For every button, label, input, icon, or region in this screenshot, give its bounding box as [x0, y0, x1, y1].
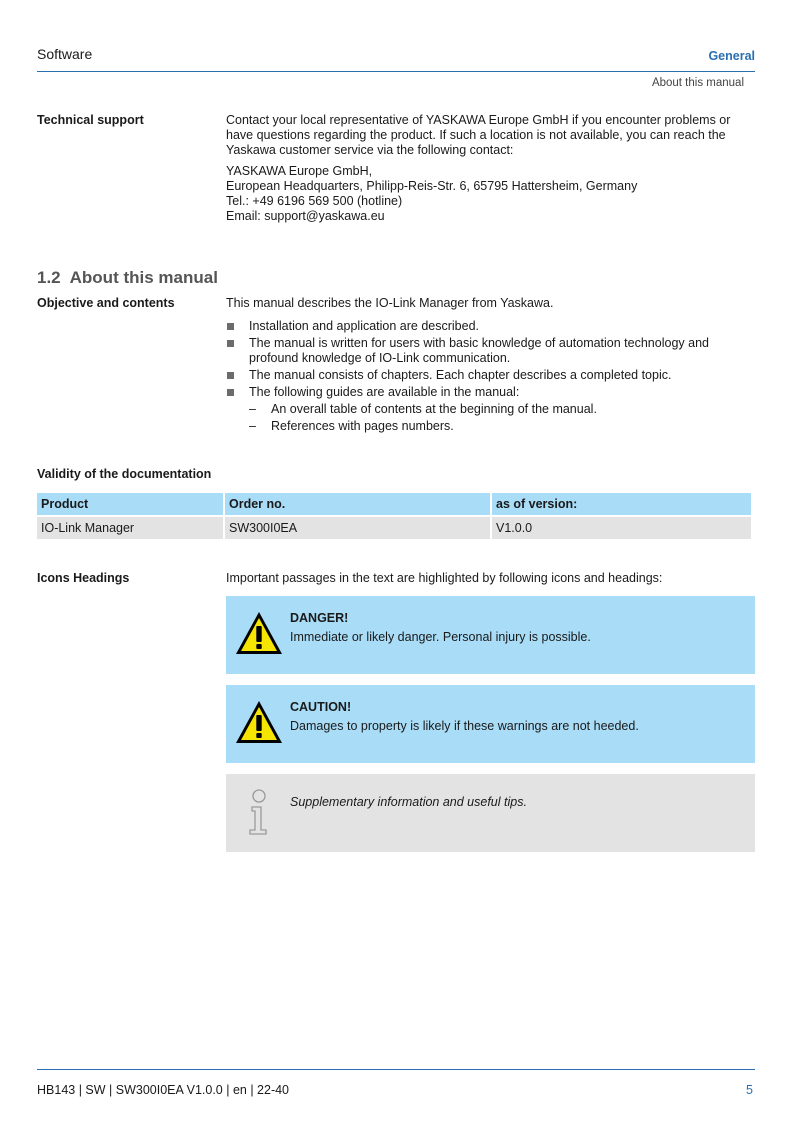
- address-line: Tel.: +49 6196 569 500 (hotline): [226, 194, 403, 208]
- contact-address: [226, 164, 753, 224]
- technical-support-label: Technical support: [37, 113, 144, 127]
- info-notice: [226, 774, 755, 852]
- warning-triangle-icon: [234, 699, 284, 749]
- icons-label: Icons Headings: [37, 571, 130, 585]
- list-item: The manual is written for users with basic knowledge of automation technology and profound knowledge of IO-Link communication.: [226, 336, 753, 366]
- footer-document-id: HB143 | SW | SW300I0EA V1.0.0 | en | 22-40: [37, 1083, 290, 1097]
- header-rule: [37, 71, 755, 72]
- caution-title: CAUTION!: [290, 700, 352, 714]
- warning-triangle-icon: [234, 610, 284, 660]
- validity-label: Validity of the documentation: [37, 467, 212, 481]
- header-chapter: Software: [37, 46, 93, 62]
- list-item: [226, 385, 753, 434]
- page-number: 5: [746, 1083, 753, 1097]
- technical-support-paragraph: Contact your local representative of YASKAWA Europe GmbH if you encounter problems or have questions regarding the product. If such a location is not available, you can reach the Yaskawa customer service via the following contact:: [226, 113, 731, 157]
- header-section: General: [708, 49, 755, 63]
- column-header-product: Product: [37, 493, 223, 515]
- sub-list-item: – An overall table of contents at the beginning of the manual.: [249, 402, 753, 417]
- table-cell-version: V1.0.0: [492, 517, 751, 539]
- footer-rule: [37, 1069, 755, 1070]
- objective-content: [226, 296, 753, 436]
- caution-notice: [226, 685, 755, 763]
- objective-intro: This manual describes the IO-Link Manager from Yaskawa.: [226, 296, 554, 310]
- section-number: 1.2: [37, 268, 61, 287]
- section-heading: [37, 270, 218, 285]
- sub-list-item: – References with pages numbers.: [249, 419, 753, 434]
- objective-list: [226, 319, 753, 434]
- table-cell-order-no: SW300I0EA: [225, 517, 490, 539]
- address-line: YASKAWA Europe GmbH,: [226, 164, 373, 178]
- address-line: Email: support@yaskawa.eu: [226, 209, 385, 223]
- danger-text: Immediate or likely danger. Personal injury is possible.: [290, 630, 591, 644]
- address-line: European Headquarters, Philipp-Reis-Str. 6, 65795 Hattersheim, Germany: [226, 179, 638, 193]
- guides-sublist: [249, 402, 753, 434]
- table-cell-product: IO-Link Manager: [37, 517, 223, 539]
- header-subtitle: About this manual: [651, 77, 744, 89]
- danger-notice: [226, 596, 755, 674]
- technical-support-text: [226, 113, 753, 224]
- danger-title: DANGER!: [290, 611, 349, 625]
- info-icon: [244, 788, 274, 840]
- info-text: Supplementary information and useful tips.: [290, 795, 527, 809]
- list-item-text: The following guides are available in the manual:: [249, 385, 520, 399]
- validity-table: [35, 491, 753, 541]
- icons-intro: Important passages in the text are highlighted by following icons and headings:: [226, 571, 663, 585]
- list-item: The manual consists of chapters. Each chapter describes a completed topic.: [226, 368, 753, 383]
- column-header-order-no: Order no.: [225, 493, 490, 515]
- table-header-row: [37, 493, 751, 515]
- column-header-version: as of version:: [492, 493, 751, 515]
- objective-label: Objective and contents: [37, 296, 175, 310]
- table-row: [37, 517, 751, 539]
- list-item: Installation and application are described.: [226, 319, 753, 334]
- section-title: About this manual: [69, 268, 218, 287]
- caution-text: Damages to property is likely if these warnings are not heeded.: [290, 719, 639, 733]
